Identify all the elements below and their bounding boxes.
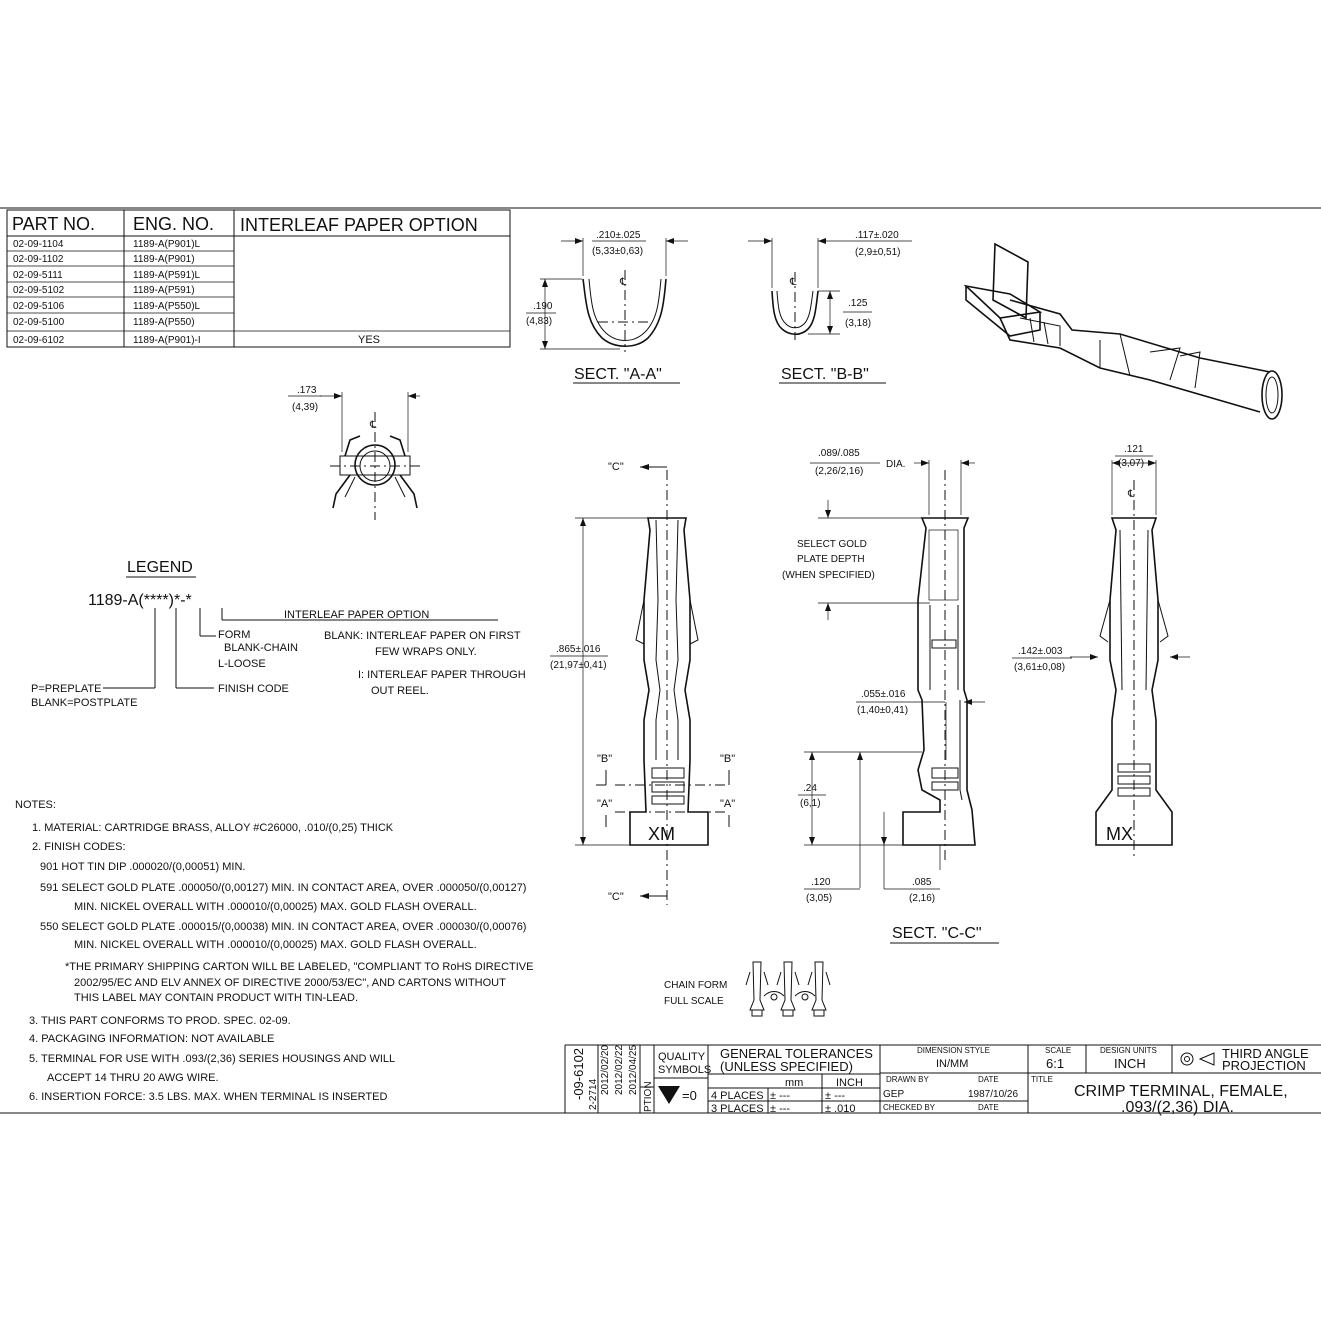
finish-591-a: 591 SELECT GOLD PLATE .000050/(0,00127) MIN. IN CONTACT AREA, OVER .000050/(0,00127) (40, 882, 527, 894)
cc-dia-label: DIA. (886, 459, 906, 470)
centerline-mark: ℄ (620, 277, 627, 288)
section-a-a-title: SECT. "A-A" (574, 366, 662, 383)
centerline-mark: ℄ (1128, 489, 1135, 500)
legend-form-chain: BLANK-CHAIN (224, 642, 298, 654)
parts-table (7, 210, 510, 347)
tb-scale-label: SCALE (1045, 1046, 1072, 1055)
tb-title-2: .093/(2,36) DIA. (1121, 1099, 1234, 1116)
quality-triangle-icon (658, 1086, 680, 1104)
section-b-b-title: SECT. "B-B" (781, 366, 869, 383)
legend-title: LEGEND (127, 559, 193, 576)
front-c-bottom: "C" (608, 891, 624, 903)
parts-header-interleaf: INTERLEAF PAPER OPTION (240, 215, 478, 235)
eng-no-cell: 1189-A(P550)L (133, 301, 201, 312)
finish-550-b: MIN. NICKEL OVERALL WITH .000010/(0,00025) MAX. GOLD FLASH OVERALL. (74, 939, 477, 951)
tb-scale: 6:1 (1046, 1056, 1065, 1071)
chain-terminal (746, 962, 768, 1016)
iso-barrel-mouth (1262, 371, 1282, 419)
legend-postplate: BLANK=POSTPLATE (31, 697, 138, 709)
side-view (1012, 444, 1190, 860)
tb-places4: 4 PLACES (711, 1090, 764, 1102)
iso-body-top (1010, 300, 1270, 372)
chain-form-line2: FULL SCALE (664, 996, 724, 1007)
notes-title: NOTES: (15, 799, 56, 811)
rohs-2: 2002/95/EC AND ELV ANNEX OF DIRECTIVE 2000/53/EC", AND CARTONS WITHOUT (74, 977, 506, 989)
gold-plate-area (929, 530, 958, 600)
cc-h24-in: .24 (803, 783, 817, 794)
tb-quality-1: QUALITY (658, 1051, 706, 1063)
finish-901: 901 HOT TIN DIP .000020/(0,00051) MIN. (40, 861, 246, 873)
tb-checked-by-label: CHECKED BY (883, 1103, 936, 1112)
part-no-cell: 02-09-6102 (13, 335, 65, 346)
tb-dim-style-label: DIMENSION STYLE (917, 1046, 990, 1055)
title-block (565, 1045, 1321, 1116)
side-tang-in: .142±.003 (1018, 646, 1063, 657)
bb-height-in: .125 (848, 298, 868, 309)
end-view (288, 385, 420, 520)
side-tang-mm: (3,61±0,08) (1014, 662, 1066, 673)
eng-no-cell: 1189-A(P901)-I (133, 335, 201, 346)
front-length-mm: (21,97±0,41) (550, 660, 607, 671)
centerline-mark: ℄ (370, 420, 377, 431)
bb-width-in: .117±.020 (855, 230, 899, 241)
eng-no-cell: 1189-A(P550) (133, 317, 195, 328)
parts-header-part: PART NO. (12, 214, 96, 234)
note-2: 2. FINISH CODES: (32, 841, 126, 853)
tb-quality-2: SYMBOLS (658, 1064, 712, 1076)
side-width-mm: (3,07) (1118, 458, 1145, 469)
bb-width-mm: (2,9±0,51) (855, 247, 901, 258)
note-4: 4. PACKAGING INFORMATION: NOT AVAILABLE (29, 1033, 275, 1045)
eng-no-cell: 1189-A(P901)L (133, 239, 201, 250)
notes (15, 799, 533, 1103)
front-view (550, 461, 735, 905)
aa-height-in: .190 (533, 301, 553, 312)
section-c-c-view (782, 448, 999, 943)
tb-date-3: 2012/04/25 (628, 1044, 639, 1095)
tb-drawn-by: GEP (883, 1089, 905, 1100)
note-5-a: 5. TERMINAL FOR USE WITH .093/(2,36) SERIES HOUSINGS AND WILL (29, 1053, 396, 1065)
gold-depth-2: PLATE DEPTH (797, 554, 865, 565)
front-c-top: "C" (608, 461, 624, 473)
tb-title-1: CRIMP TERMINAL, FEMALE, (1074, 1083, 1288, 1100)
front-b-left: "B" (597, 753, 613, 765)
section-a-a (526, 230, 688, 383)
part-no-cell: 02-09-5100 (13, 317, 65, 328)
cc-d085-mm: (2,16) (909, 893, 936, 904)
cc-d120-in: .120 (811, 877, 831, 888)
interleaf-cell: YES (358, 334, 381, 346)
aa-width-mm: (5,33±0,63) (592, 246, 644, 257)
tb-places4-mm: ± --- (770, 1090, 791, 1102)
bb-height-mm: (3,18) (845, 318, 872, 329)
part-no-cell: 02-09-5106 (13, 301, 65, 312)
tb-units: INCH (1114, 1056, 1146, 1071)
chain-form (664, 962, 830, 1016)
aa-width-in: .210±.025 (596, 230, 641, 241)
cc-d120-mm: (3,05) (806, 893, 833, 904)
centerline-mark: ℄ (790, 277, 797, 288)
note-5-b: ACCEPT 14 THRU 20 AWG WIRE. (47, 1072, 219, 1084)
cc-slot-mm: (1,40±0,41) (857, 705, 909, 716)
eng-no-cell: 1189-A(P901) (133, 254, 195, 265)
side-width-in: .121 (1124, 444, 1144, 455)
cc-d085-in: .085 (912, 877, 932, 888)
tb-units-label: DESIGN UNITS (1100, 1046, 1157, 1055)
section-b-b (748, 230, 912, 383)
chain-form-line1: CHAIN FORM (664, 980, 728, 991)
cc-slot-in: .055±.016 (861, 689, 906, 700)
tb-option: PTION (643, 1081, 654, 1112)
front-a-left: "A" (597, 798, 613, 810)
gold-depth-1: SELECT GOLD (797, 539, 867, 550)
part-no-cell: 02-09-5111 (13, 270, 63, 281)
legend-preplate: P=PREPLATE (31, 683, 102, 695)
finish-550-a: 550 SELECT GOLD PLATE .000015/(0,00038) MIN. IN CONTACT AREA, OVER .000030/(0,00076) (40, 921, 527, 933)
projection-icon (1181, 1053, 1193, 1065)
cc-h24-mm: (6,1) (800, 798, 821, 809)
tb-dim-style: IN/MM (936, 1058, 969, 1070)
tb-projection-2: PROJECTION (1222, 1058, 1306, 1073)
rohs-3: THIS LABEL MAY CONTAIN PRODUCT WITH TIN-LEAD. (74, 992, 359, 1004)
tb-doc-sub: 2-2714 (588, 1078, 599, 1110)
tb-projection-1: THIRD ANGLE (1222, 1046, 1309, 1061)
front-a-right: "A" (720, 798, 736, 810)
legend-i-2: OUT REEL. (371, 685, 429, 697)
tb-col-mm: mm (785, 1077, 804, 1089)
section-c-c-title: SECT. "C-C" (892, 925, 982, 942)
end-width-mm: (4,39) (292, 402, 319, 413)
tb-places3-in: ± .010 (825, 1103, 856, 1115)
legend (31, 559, 526, 709)
tb-checked-date-label: DATE (978, 1103, 999, 1112)
eng-no-cell: 1189-A(P591)L (133, 270, 201, 281)
tb-places4-in: ± --- (825, 1090, 846, 1102)
tb-doc-number: -09-6102 (571, 1047, 586, 1100)
legend-code (88, 592, 192, 609)
tb-date-1: 2012/02/20 (600, 1044, 611, 1095)
legend-interleaf-label: INTERLEAF PAPER OPTION (284, 609, 430, 621)
eng-no-cell: 1189-A(P591) (133, 285, 195, 296)
front-b-right: "B" (720, 753, 736, 765)
cc-dia-in: .089/.085 (818, 448, 860, 459)
tb-drawn-by-label: DRAWN BY (886, 1075, 929, 1084)
note-6: 6. INSERTION FORCE: 3.5 LBS. MAX. WHEN TERMINAL IS INSERTED (29, 1091, 388, 1103)
tb-date-label: DATE (978, 1075, 999, 1084)
tb-places3-mm: ± --- (770, 1103, 791, 1115)
isometric-terminal-view (966, 244, 1282, 419)
tb-drawn-date: 1987/10/26 (968, 1089, 1019, 1100)
front-length-in: .865±.016 (556, 644, 601, 655)
legend-finish: FINISH CODE (218, 683, 289, 695)
parts-header-eng: ENG. NO. (133, 214, 215, 234)
part-no-cell: 02-09-1104 (13, 239, 64, 250)
legend-form: FORM (218, 629, 251, 641)
tb-places3: 3 PLACES (711, 1103, 764, 1115)
legend-blank-1: BLANK: INTERLEAF PAPER ON FIRST (324, 630, 521, 642)
tb-quality-symbol: =0 (682, 1088, 697, 1103)
side-marking: MX (1106, 824, 1133, 844)
front-marking: XM (648, 824, 675, 844)
tb-tol-2: (UNLESS SPECIFIED) (720, 1059, 853, 1074)
note-1: 1. MATERIAL: CARTRIDGE BRASS, ALLOY #C26000, .010/(0,25) THICK (32, 822, 394, 834)
tb-title-label: TITLE (1031, 1075, 1053, 1084)
iso-tab-left (993, 244, 1028, 318)
iso-tab-right (966, 286, 1040, 318)
finish-591-b: MIN. NICKEL OVERALL WITH .000010/(0,00025) MAX. GOLD FLASH OVERALL. (74, 901, 477, 913)
legend-i-1: I: INTERLEAF PAPER THROUGH (358, 669, 526, 681)
iso-body-bottom (1000, 318, 1260, 412)
aa-height-mm: (4,83) (526, 316, 553, 327)
legend-code-prefix: 1189-A( (88, 592, 144, 609)
cc-dia-mm: (2,26/2,16) (815, 466, 864, 477)
end-width-in: .173 (297, 385, 317, 396)
legend-code-tail: )*-* (168, 592, 192, 609)
gold-depth-3: (WHEN SPECIFIED) (782, 570, 875, 581)
legend-code-stars: **** (143, 592, 169, 609)
rohs-1: *THE PRIMARY SHIPPING CARTON WILL BE LABELED, "COMPLIANT TO RoHS DIRECTIVE (65, 961, 534, 973)
chain-terminal (777, 962, 799, 1016)
tb-col-inch: INCH (836, 1077, 863, 1089)
tb-tol-1: GENERAL TOLERANCES (720, 1046, 873, 1061)
note-3: 3. THIS PART CONFORMS TO PROD. SPEC. 02-09. (29, 1015, 291, 1027)
section-c-outline (903, 518, 975, 845)
chain-terminal (808, 962, 830, 1016)
legend-form-loose: L-LOOSE (218, 658, 266, 670)
tb-date-2: 2012/02/22 (614, 1044, 625, 1095)
part-no-cell: 02-09-1102 (13, 254, 64, 265)
legend-blank-2: FEW WRAPS ONLY. (375, 646, 477, 658)
part-no-cell: 02-09-5102 (13, 285, 65, 296)
